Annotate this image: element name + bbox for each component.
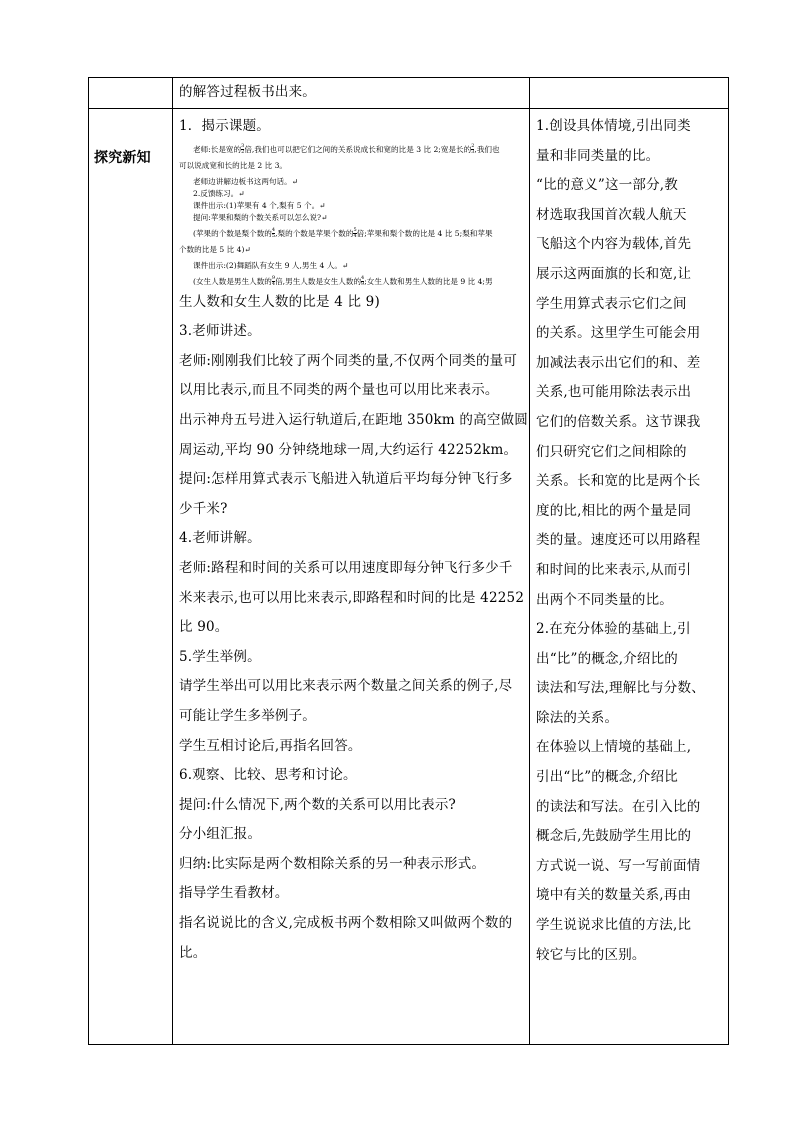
fraction: $\frac{9}{4}$: [271, 275, 276, 288]
small-text-block: [179, 144, 527, 288]
fraction: $\frac{3}{2}$: [241, 143, 245, 156]
main-line-11: 比 90。: [179, 619, 229, 636]
main-line-15: 学生互相讨论后,再指名回答。: [179, 737, 362, 754]
note-line-25: 方式说一说、写一写前面情: [536, 857, 701, 874]
note-line-26: 境中有关的数量关系,再由: [536, 887, 692, 904]
main-line-9: 老师:路程和时间的关系可以用速度即每分钟飞行多少千: [179, 559, 513, 576]
main-line-5: 周运动,平均 90 分钟绕地球一周,大约运行 42252km。: [179, 441, 518, 458]
main-line-6: 提问:怎样用算式表示飞船进入轨道后平均每分钟飞行多: [179, 471, 513, 488]
note-line-28: 较它与比的区别。: [536, 946, 646, 963]
fraction: $\frac{4}{5}$: [271, 227, 276, 240]
main-line-20: 指导学生看教材。: [179, 885, 289, 902]
note-line-9: 关系,也可能用除法表示出: [536, 384, 692, 401]
main-line-1: 3.老师讲述。: [179, 323, 261, 340]
main-line-4: 出示神舟五号进入运行轨道后,在距地 350km 的高空做圆: [179, 411, 528, 428]
main-line-2: 老师:刚刚我们比较了两个同类的量,不仅两个同类的量可: [179, 352, 518, 369]
note-line-2: “比的意义”这一部分,教: [536, 177, 678, 194]
main-line-22: 比。: [179, 944, 207, 961]
note-line-4: 飞船这个内容为载体,首先: [536, 236, 692, 253]
small-line-9: (女生人数是男生人数的 $\frac{9}{4}$ 倍,男生人数是女生人数的 $\frac{4}{9}$ ;女生人数和男生人数的比是 9 比 4;男: [193, 275, 493, 288]
small-line-2: 老师边讲解边板书这两句话。↵: [193, 176, 299, 186]
lesson-table: [88, 77, 729, 1045]
note-line-14: 类的量。速度还可以用路程: [536, 532, 701, 549]
column-divider-2: [529, 78, 530, 1044]
note-line-27: 学生说说求比值的方法,比: [536, 917, 692, 934]
small-line-5: 提问:苹果和梨的个数关系可以怎么说?↵: [193, 212, 328, 222]
main-lines: [179, 288, 527, 969]
section-label-cell: [94, 144, 172, 174]
main-line-0: 生人数和女生人数的比是 4 比 9): [179, 293, 380, 310]
note-line-5: 展示这两面旗的长和宽,让: [536, 265, 692, 282]
note-line-20: 除法的关系。: [536, 709, 619, 726]
main-line-10: 米来表示,也可以用比来表示,即路程和时间的比是 42252: [179, 589, 525, 606]
main-line-3: 以用比表示,而且不同类的两个量也可以用比来表示。: [179, 382, 499, 399]
small-line-4: 课件出示:(1)苹果有 4 个,梨有 5 个。↵: [193, 200, 326, 210]
note-line-12: 关系。长和宽的比是两个长: [536, 473, 701, 490]
note-line-8: 加减法表示出它们的和、差: [536, 354, 701, 371]
main-line-18: 分小组汇报。: [179, 826, 262, 843]
fraction: $\frac{4}{9}$: [361, 275, 365, 288]
note-line-1: 量和非同类量的比。: [536, 147, 660, 164]
note-line-17: 2.在充分体验的基础上,引: [536, 621, 691, 638]
main-line-19: 归纳:比实际是两个数相除关系的另一种表示形式。: [179, 855, 486, 872]
main-content-cell: [179, 112, 527, 968]
small-line-6: (苹果的个数是梨个数的 $\frac{4}{5}$ ,梨的个数是苹果个数的 $\frac{5}{4}$ 倍;苹果和梨个数的比是 4 比 5;梨和苹果: [193, 227, 493, 240]
note-line-18: 出“比”的概念,介绍比的: [536, 650, 678, 667]
main-line-17: 提问:什么情况下,两个数的关系可以用比表示?: [179, 796, 456, 813]
step-1-title: 1．揭示课题。: [179, 118, 270, 134]
small-line-8: 课件出示:(2)舞蹈队有女生 9 人,男生 4 人。↵: [193, 260, 349, 270]
row-divider: [89, 108, 728, 109]
note-line-15: 和时间的比来表示,从而引: [536, 561, 692, 578]
top-row-main-cell: [179, 78, 524, 108]
note-line-24: 概念后,先鼓励学生用比的: [536, 828, 692, 845]
note-line-22: 引出“比”的概念,介绍比: [536, 769, 678, 786]
main-line-13: 请学生举出可以用比来表示两个数量之间关系的例子,尽: [179, 678, 513, 695]
note-line-7: 的关系。这里学生可能会用: [536, 325, 701, 342]
note-line-6: 学生用算式表示它们之间: [536, 295, 687, 312]
main-line-16: 6.观察、比较、思考和讨论。: [179, 767, 357, 784]
note-line-10: 它们的倍数关系。这节课我: [536, 413, 701, 430]
top-row-text: 的解答过程板书出来。: [179, 84, 316, 100]
note-line-16: 出两个不同类量的比。: [536, 591, 673, 608]
main-line-8: 4.老师讲解。: [179, 530, 261, 547]
column-divider-1: [172, 78, 173, 1044]
main-line-21: 指名说说比的含义,完成板书两个数相除又叫做两个数的: [179, 915, 513, 932]
notes-cell: [536, 112, 726, 970]
main-line-7: 少千米?: [179, 500, 228, 517]
small-line-1: 可以说成宽和长的比是 2 比 3。: [179, 160, 288, 170]
small-line-0: 老师:长是宽的 $\frac{3}{2}$ 倍,我们也可以把它们之间的关系说成长和宽的比是 3 比 2;宽是长的 $\frac{2}{3}$ ,我们也: [193, 143, 500, 156]
note-line-0: 1.创设具体情境,引出同类: [536, 118, 691, 134]
small-line-7: 个数的比是 5 比 4)↵: [179, 244, 251, 254]
note-line-11: 们只研究它们之间相除的: [536, 443, 687, 460]
note-line-3: 材选取我国首次载人航天: [536, 206, 687, 223]
fraction: $\frac{2}{3}$: [471, 143, 475, 156]
note-line-13: 度的比,相比的两个量是同: [536, 502, 692, 519]
note-line-23: 的读法和写法。在引入比的: [536, 798, 701, 815]
note-line-19: 读法和写法,理解比与分数、: [536, 680, 705, 697]
note-line-21: 在体验以上情境的基础上,: [536, 739, 692, 756]
small-line-3: 2.反馈练习。↵: [193, 188, 245, 198]
main-line-12: 5.学生举例。: [179, 648, 261, 665]
fraction: $\frac{5}{4}$: [353, 227, 357, 240]
main-line-14: 可能让学生多举例子。: [179, 707, 316, 724]
section-label: 探究新知: [94, 150, 151, 166]
